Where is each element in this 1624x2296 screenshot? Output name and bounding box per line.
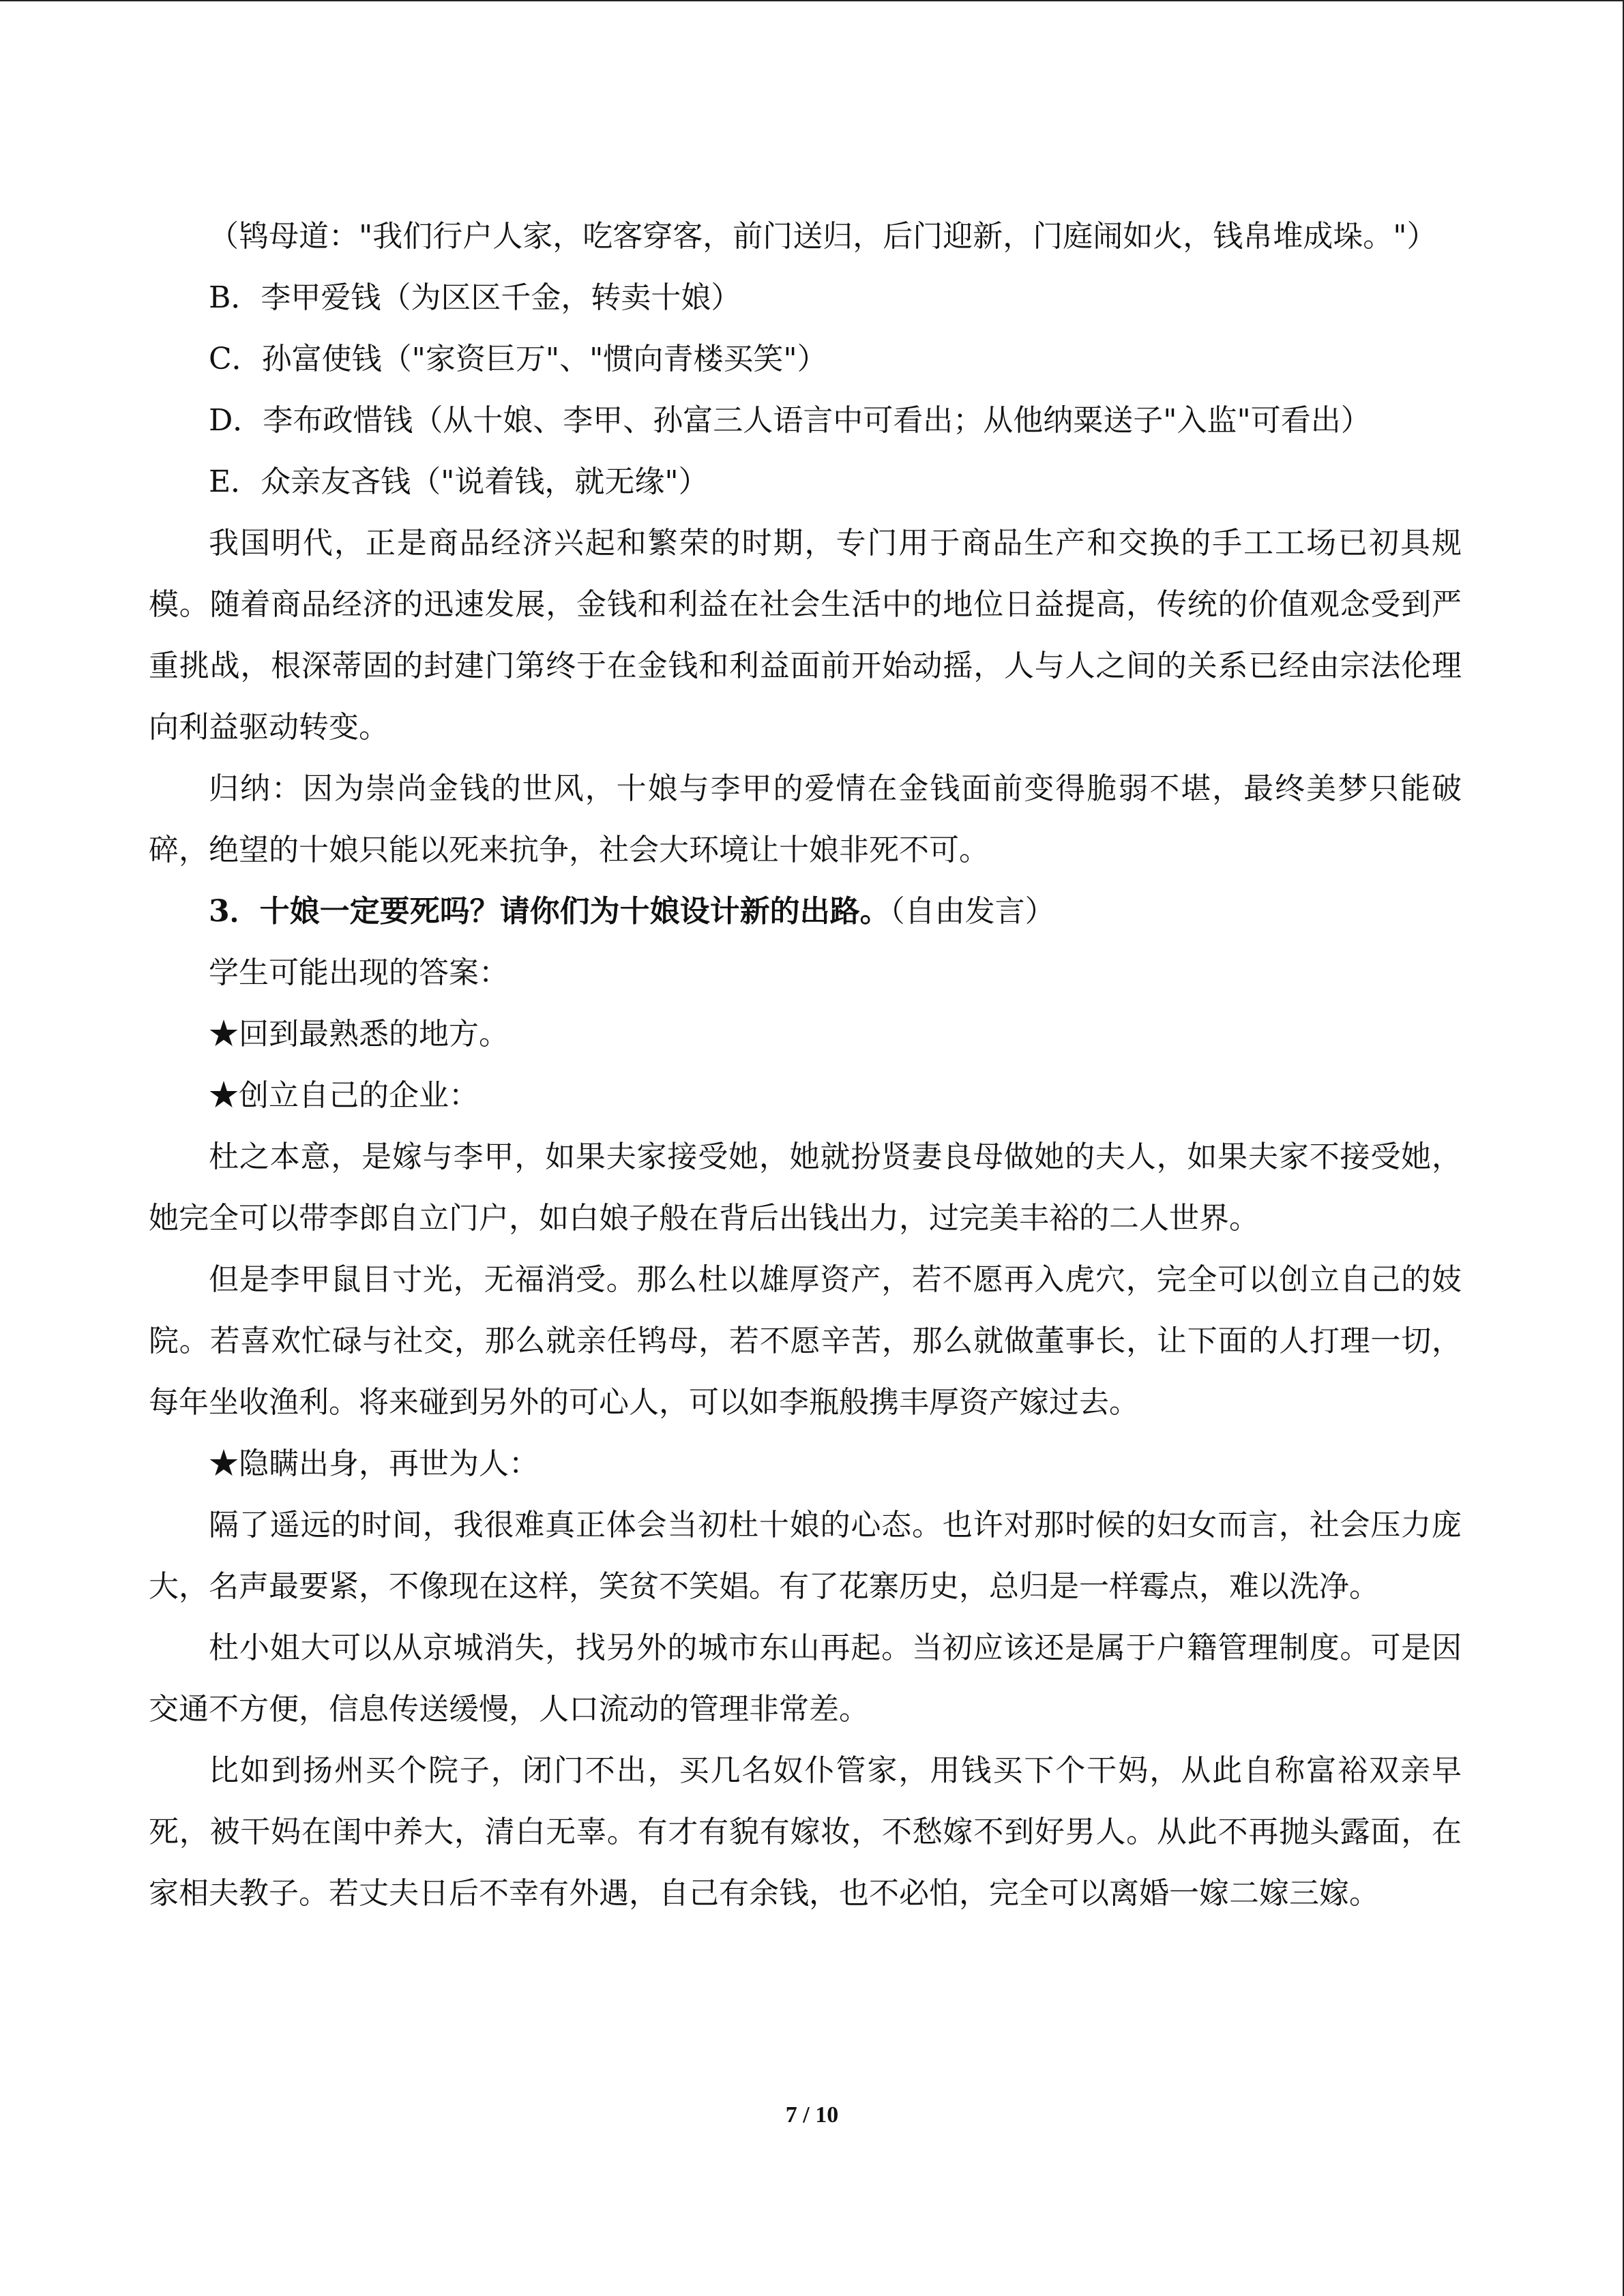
page-content: [149, 206, 1462, 1924]
list-item-b: B．李甲爱钱（为区区千金，转卖十娘）: [209, 280, 741, 315]
list-item-c: C．孙富使钱（"家资巨万"、"惯向青楼买笑"）: [209, 342, 827, 376]
question-lead: 3．十娘一定要死吗？请你们为十娘设计新的出路。: [209, 894, 890, 929]
paragraph-original-intent: 杜之本意，是嫁与李甲，如果夫家接受她，她就扮贤妻良母做她的夫人，如果夫家不接受她，她完全可以带李郎自立门户，如白娘子般在背后出钱出力，过完美丰裕的二人世界。: [149, 1139, 1462, 1236]
paragraph-distant-time: 隔了遥远的时间，我很难真正体会当初杜十娘的心态。也许对那时候的妇女而言，社会压力庞大，名声最要紧，不像现在这样，笑贫不笑娼。有了花寨历史，总归是一样霉点，难以洗净。: [149, 1508, 1462, 1604]
question-heading: [149, 881, 1462, 942]
page-number: 7 / 10: [785, 2102, 839, 2128]
paragraph-yangzhou: 比如到扬州买个院子，闭门不出，买几名奴仆管家，用钱买下个干妈，从此自称富裕双亲早死，被干妈在闺中养大，清白无辜。有才有貌有嫁妆，不愁嫁不到好男人。从此不再抛头露面，在家相夫教子。若丈夫日后不幸有外遇，自己有余钱，也不必怕，完全可以离婚一嫁二嫁三嫁。: [149, 1753, 1462, 1911]
question-tail: （自由发言）: [889, 894, 1055, 929]
paragraph-own-business: 但是李甲鼠目寸光，无福消受。那么杜以雄厚资产，若不愿再入虎穴，完全可以创立自己的妓院。若喜欢忙碌与社交，那么就亲任鸨母，若不愿辛苦，那么就做董事长，让下面的人打理一切，每年坐收渔利。将来碰到另外的可心人，可以如李瓶般携丰厚资产嫁过去。: [149, 1262, 1462, 1420]
answer-item-hide-origin: ★隐瞒出身，再世为人：: [209, 1446, 539, 1481]
list-item-d: D．李布政惜钱（从十娘、李甲、孙富三人语言中可看出；从他纳粟送子"入监"可看出）: [209, 403, 1371, 438]
answer-item-enterprise: ★创立自己的企业：: [209, 1078, 479, 1113]
answer-item-return: ★回到最熟悉的地方。: [209, 1017, 509, 1052]
list-item-e: E．众亲友吝钱（"说着钱，就无缘"）: [209, 464, 709, 499]
paragraph-bustard-quote: （鸨母道："我们行户人家，吃客穿客，前门送归，后门迎新，门庭闹如火，钱帛堆成垛。"）: [209, 219, 1437, 254]
paragraph-leave-capital: 杜小姐大可以从京城消失，找另外的城市东山再起。当初应该还是属于户籍管理制度。可是因交通不方便，信息传送缓慢，人口流动的管理非常差。: [149, 1630, 1462, 1727]
paragraph-possible-answers: 学生可能出现的答案：: [209, 955, 509, 990]
paragraph-ming-dynasty: 我国明代，正是商品经济兴起和繁荣的时期，专门用于商品生产和交换的手工工场已初具规模。随着商品经济的迅速发展，金钱和利益在社会生活中的地位日益提高，传统的价值观念受到严重挑战，根深蒂固的封建门第终于在金钱和利益面前开始动摇，人与人之间的关系已经由宗法伦理向利益驱动转变。: [149, 526, 1462, 745]
paragraph-summary: 归纳：因为崇尚金钱的世风，十娘与李甲的爱情在金钱面前变得脆弱不堪，最终美梦只能破碎，绝望的十娘只能以死来抗争，社会大环境让十娘非死不可。: [149, 771, 1462, 867]
